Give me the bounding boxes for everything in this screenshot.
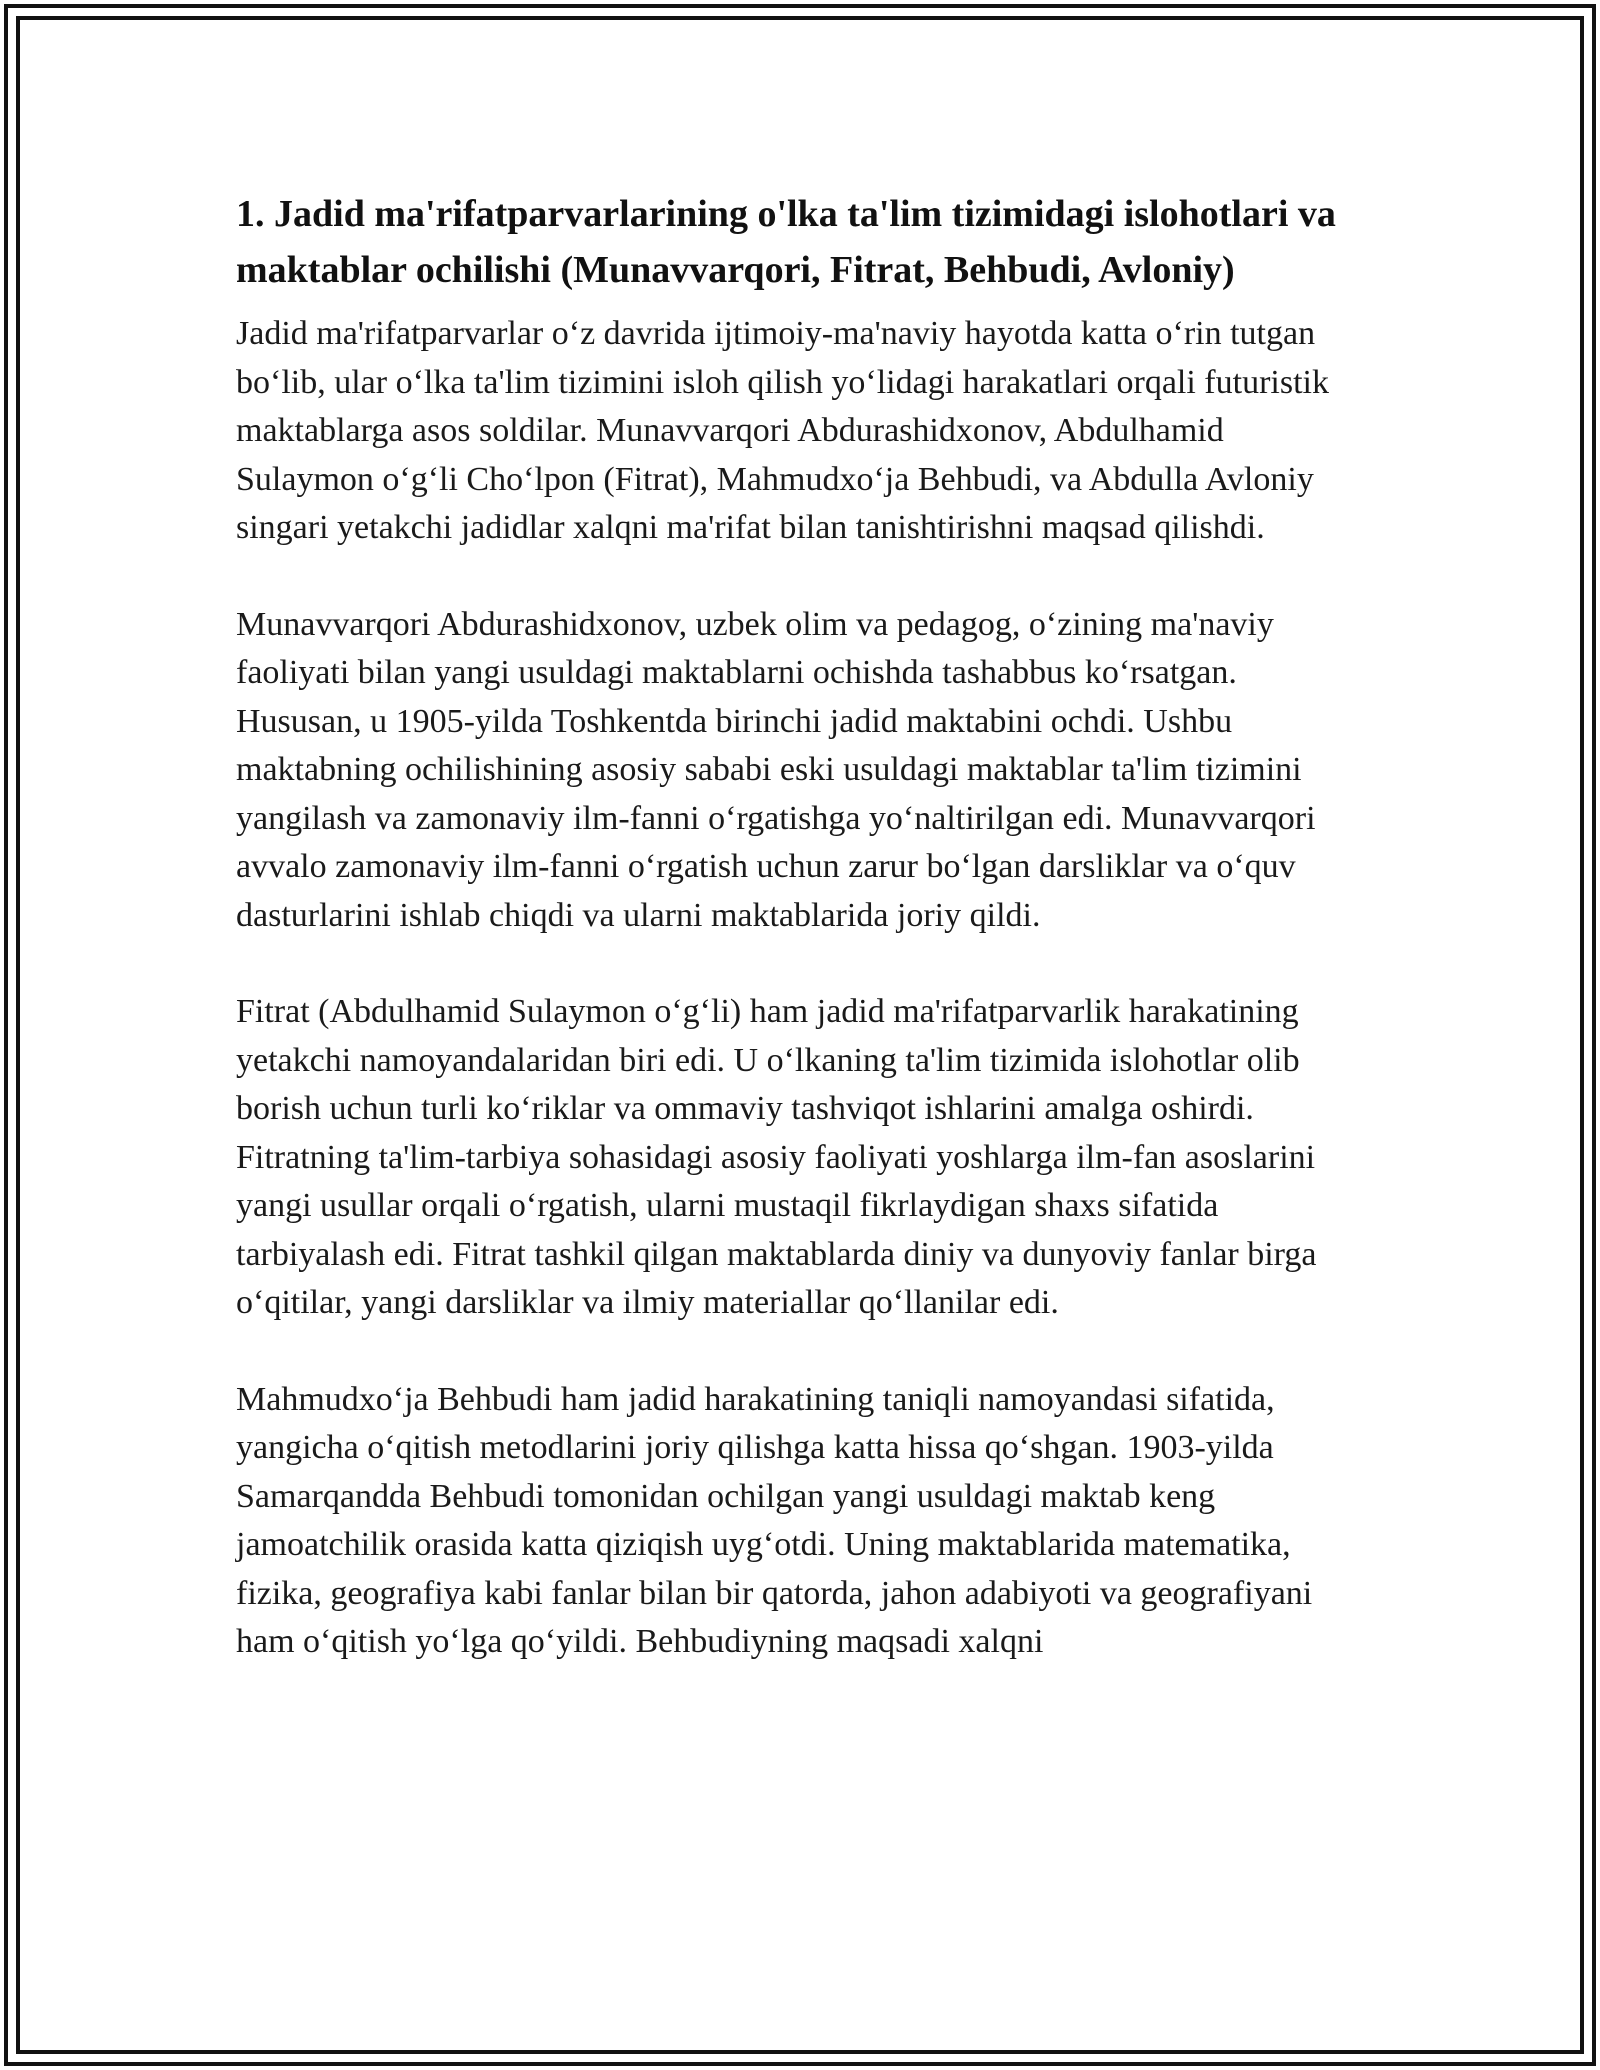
document-body xyxy=(236,186,1366,1715)
document-heading: 1. Jadid ma'rifatparvarlarining o'lka ta'lim tizimidagi islohotlari va maktablar ochilishi (Munavvarqori, Fitrat, Behbudi, Avloniy) xyxy=(236,193,1336,291)
paragraph-munavvarqori: Munavvarqori Abdurashidxonov, uzbek olim va pedagog, o‘zining ma'naviy faoliyati bilan yangi usuldagi maktablarni ochishda tashabbus ko‘rsatgan. Hususan, u 1905-yilda Toshkentda birinchi jadid maktabini ochdi. Ushbu maktabning ochilishining asosiy sababi eski usuldagi maktablar ta'lim tizimini yangilash va zamonaviy ilm-fanni o‘rgatishga yo‘naltirilgan edi. Munavvarqori avvalo zamonaviy ilm-fanni o‘rgatish uchun zarur bo‘lgan darsliklar va o‘quv dasturlarini ishlab chiqdi va ularni maktablarida joriy qildi. xyxy=(236,605,1316,934)
paragraph-intro: Jadid ma'rifatparvarlar o‘z davrida ijtimoiy-ma'naviy hayotda katta o‘rin tutgan bo‘lib, ular o‘lka ta'lim tizimini isloh qilish yo‘lidagi harakatlari orqali futuristik maktablarga asos soldilar. Munavvarqori Abdurashidxonov, Abdulhamid Sulaymon o‘g‘li Cho‘lpon (Fitrat), Mahmudxo‘ja Behbudi, va Abdulla Avloniy singari yetakchi jadidlar xalqni ma'rifat bilan tanishtirishni maqsad qilishdi. xyxy=(236,315,1329,546)
paragraph-fitrat: Fitrat (Abdulhamid Sulaymon o‘g‘li) ham jadid ma'rifatparvarlik harakatining yetakchi namoyandalaridan biri edi. U o‘lkaning ta'lim tizimida islohotlar olib borish uchun turli ko‘riklar va ommaviy tashviqot ishlarini amalga oshirdi. Fitratning ta'lim-tarbiya sohasidagi asosiy faoliyati yoshlarga ilm-fan asoslarini yangi usullar orqali o‘rgatish, ularni mustaqil fikrlaydigan shaxs sifatida tarbiyalash edi. Fitrat tashkil qilgan maktablarda diniy va dunyoviy fanlar birga o‘qitilar, yangi darsliklar va ilmiy materiallar qo‘llanilar edi. xyxy=(236,993,1317,1321)
paragraph-behbudi: Mahmudxo‘ja Behbudi ham jadid harakatining taniqli namoyandasi sifatida, yangicha o‘qitish metodlarini joriy qilishga katta hissa qo‘shgan. 1903-yilda Samarqandda Behbudi tomonidan ochilgan yangi usuldagi maktab keng jamoatchilik orasida katta qiziqish uyg‘otdi. Uning maktablarida matematika, fizika, geografiya kabi fanlar bilan bir qatorda, jahon adabiyoti va geografiyani ham o‘qitish yo‘lga qo‘yildi. Behbudiyning maqsadi xalqni xyxy=(236,1380,1313,1660)
